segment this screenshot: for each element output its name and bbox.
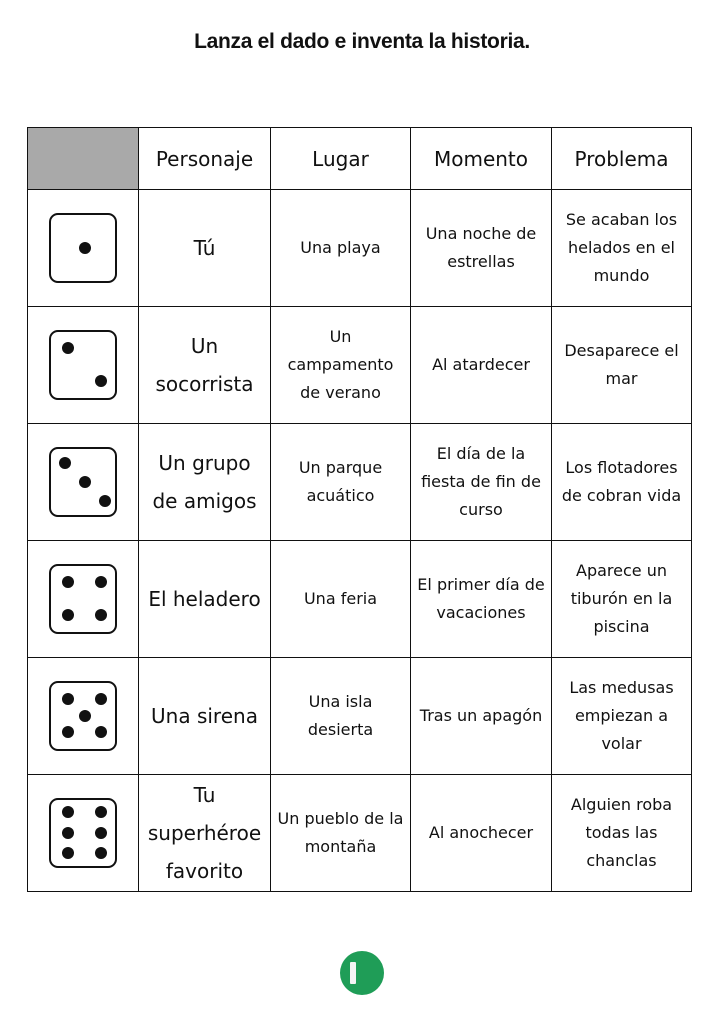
pencil-icon bbox=[350, 962, 356, 984]
die-pip bbox=[95, 576, 107, 588]
die-pip bbox=[79, 476, 91, 488]
die-pip bbox=[79, 710, 91, 722]
lugar-cell: Un campamento de verano bbox=[271, 307, 411, 424]
die-face-icon bbox=[49, 798, 117, 868]
die-pip bbox=[62, 609, 74, 621]
die-pip bbox=[62, 847, 74, 859]
table-header-row bbox=[28, 128, 692, 190]
die-pip bbox=[95, 609, 107, 621]
personaje-cell: Una sirena bbox=[139, 658, 271, 775]
momento-cell: Al atardecer bbox=[411, 307, 552, 424]
die-pip bbox=[62, 576, 74, 588]
story-dice-table bbox=[27, 127, 692, 892]
die-face-icon bbox=[49, 564, 117, 634]
problema-cell: Desaparece el mar bbox=[552, 307, 692, 424]
problema-cell: Aparece un tiburón en la piscina bbox=[552, 541, 692, 658]
die-pip bbox=[62, 342, 74, 354]
die-pip bbox=[99, 495, 111, 507]
personaje-cell: Un socorrista bbox=[139, 307, 271, 424]
corner-cell bbox=[28, 128, 139, 190]
die-face-icon bbox=[49, 447, 117, 517]
column-header: Lugar bbox=[271, 128, 411, 190]
die-pip bbox=[59, 457, 71, 469]
table-row bbox=[28, 541, 692, 658]
problema-cell: Los flotadores de cobran vida bbox=[552, 424, 692, 541]
die-cell bbox=[28, 541, 139, 658]
page-title: Lanza el dado e inventa la historia. bbox=[194, 30, 530, 53]
lugar-cell: Un parque acuático bbox=[271, 424, 411, 541]
table-row bbox=[28, 424, 692, 541]
die-pip bbox=[95, 375, 107, 387]
lugar-cell: Un pueblo de la montaña bbox=[271, 775, 411, 892]
personaje-cell: Un grupo de amigos bbox=[139, 424, 271, 541]
die-face-icon bbox=[49, 330, 117, 400]
pencil-logo-icon bbox=[340, 951, 384, 995]
problema-cell: Las medusas empiezan a volar bbox=[552, 658, 692, 775]
lugar-cell: Una feria bbox=[271, 541, 411, 658]
die-pip bbox=[79, 242, 91, 254]
table-row bbox=[28, 307, 692, 424]
die-pip bbox=[95, 806, 107, 818]
die-pip bbox=[62, 806, 74, 818]
die-cell bbox=[28, 775, 139, 892]
column-header: Problema bbox=[552, 128, 692, 190]
personaje-cell: El heladero bbox=[139, 541, 271, 658]
table-row bbox=[28, 658, 692, 775]
problema-cell: Alguien roba todas las chanclas bbox=[552, 775, 692, 892]
die-cell bbox=[28, 658, 139, 775]
column-header: Momento bbox=[411, 128, 552, 190]
column-header: Personaje bbox=[139, 128, 271, 190]
table-row bbox=[28, 190, 692, 307]
personaje-cell: Tú bbox=[139, 190, 271, 307]
die-pip bbox=[95, 827, 107, 839]
die-face-icon bbox=[49, 681, 117, 751]
die-cell bbox=[28, 424, 139, 541]
problema-cell: Se acaban los helados en el mundo bbox=[552, 190, 692, 307]
momento-cell: El día de la fiesta de fin de curso bbox=[411, 424, 552, 541]
lugar-cell: Una isla desierta bbox=[271, 658, 411, 775]
die-cell bbox=[28, 307, 139, 424]
momento-cell: Tras un apagón bbox=[411, 658, 552, 775]
lugar-cell: Una playa bbox=[271, 190, 411, 307]
die-face-icon bbox=[49, 213, 117, 283]
momento-cell: Una noche de estrellas bbox=[411, 190, 552, 307]
die-pip bbox=[62, 827, 74, 839]
table-row bbox=[28, 775, 692, 892]
die-pip bbox=[95, 847, 107, 859]
die-cell bbox=[28, 190, 139, 307]
die-pip bbox=[62, 693, 74, 705]
die-pip bbox=[95, 726, 107, 738]
momento-cell: Al anochecer bbox=[411, 775, 552, 892]
die-pip bbox=[62, 726, 74, 738]
die-pip bbox=[95, 693, 107, 705]
momento-cell: El primer día de vacaciones bbox=[411, 541, 552, 658]
personaje-cell: Tu superhéroe favorito bbox=[139, 775, 271, 892]
